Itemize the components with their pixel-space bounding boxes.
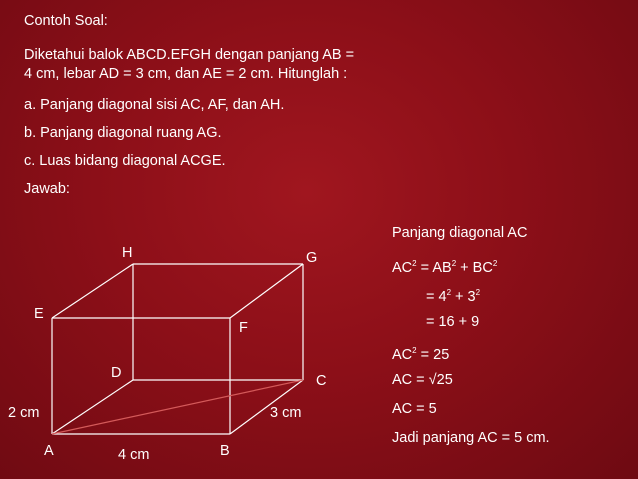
vertex-label-A: A <box>44 443 54 459</box>
step4-rest: = 25 <box>416 347 450 363</box>
vertex-label-E: E <box>34 306 44 322</box>
vertex-label-B: B <box>220 443 230 459</box>
answer-heading: Jawab: <box>24 181 70 197</box>
dimension-height-label: 2 cm <box>8 405 40 421</box>
dimension-length-label: 4 cm <box>118 447 150 463</box>
question-a: a. Panjang diagonal sisi AC, AF, dan AH. <box>24 97 285 113</box>
question-b: b. Panjang diagonal ruang AG. <box>24 125 222 141</box>
solution-title: Panjang diagonal AC <box>392 225 528 241</box>
step2-pre: = 4 <box>426 289 447 305</box>
cuboid-edges <box>52 264 303 434</box>
step2-exp1: 2 <box>446 288 452 297</box>
solution-step-5: AC = √25 <box>392 372 453 388</box>
step1-exp2: 2 <box>451 259 457 268</box>
step1-end: + BC <box>456 260 493 276</box>
edge-EH <box>52 264 133 318</box>
step1-lhs: AC <box>392 260 413 276</box>
step4-exp: 2 <box>412 346 417 355</box>
vertex-label-F: F <box>239 320 248 336</box>
solution-conclusion: Jadi panjang AC = 5 cm. <box>392 430 550 446</box>
solution-step-6: AC = 5 <box>392 401 437 417</box>
solution-step-2 <box>426 284 480 306</box>
step2-exp2: 2 <box>475 288 481 297</box>
vertex-label-C: C <box>316 373 327 389</box>
vertex-label-G: G <box>306 250 318 266</box>
vertex-label-D: D <box>111 365 122 381</box>
step1-exp1: 2 <box>412 259 417 268</box>
step1-mid: = AB <box>416 260 452 276</box>
dimension-width-label: 3 cm <box>270 405 302 421</box>
problem-text: Diketahui balok ABCD.EFGH dengan panjang AB = 4 cm, lebar AD = 3 cm, dan AE = 2 cm. Hitunglah : <box>24 47 355 82</box>
diagonal-AC <box>52 380 303 434</box>
edge-FG <box>230 264 303 318</box>
question-c: c. Luas bidang diagonal ACGE. <box>24 153 226 169</box>
solution-step-3: = 16 + 9 <box>426 314 480 330</box>
heading: Contoh Soal: <box>24 13 108 29</box>
step1-exp3: 2 <box>492 259 498 268</box>
solution-step-4 <box>392 342 449 364</box>
step2-mid: + 3 <box>451 289 476 305</box>
solution-step-1 <box>392 255 497 277</box>
step4-lhs: AC <box>392 347 413 363</box>
vertex-label-H: H <box>122 245 133 261</box>
